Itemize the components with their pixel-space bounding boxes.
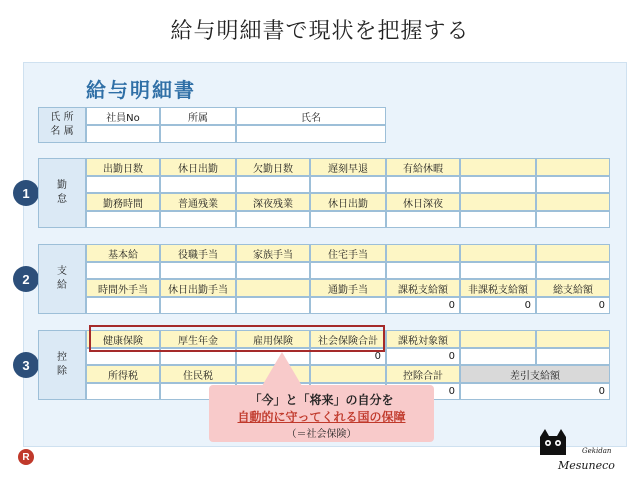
payment-label bbox=[536, 244, 610, 262]
taxable-amount-value: 0 bbox=[386, 348, 460, 365]
cat-icon bbox=[536, 427, 570, 457]
social-insurance-highlight bbox=[89, 325, 385, 352]
section-label-deductions bbox=[38, 330, 86, 400]
pay-slip-title: 給与明細書 bbox=[86, 78, 196, 102]
header-col-name: 氏名 bbox=[236, 107, 386, 125]
brand-name: Mesuneco bbox=[558, 459, 615, 472]
attendance-label: 有給休暇 bbox=[386, 158, 460, 176]
attendance-label bbox=[536, 158, 610, 176]
deduction-label: 健康保険 bbox=[86, 330, 160, 348]
deduction-label: 住民税 bbox=[160, 365, 236, 383]
attendance-label: 普通残業 bbox=[160, 193, 236, 211]
callout-line-3: （＝社会保険） bbox=[286, 429, 357, 440]
payment-value[interactable] bbox=[86, 262, 160, 279]
deduction-label: 控除合計 bbox=[386, 365, 460, 383]
payment-label: 通勤手当 bbox=[310, 279, 386, 297]
header-value-employee-no[interactable] bbox=[86, 125, 160, 143]
non-taxable-pay-value: 0 bbox=[460, 297, 536, 314]
slide-title: 給与明細書で現状を把握する bbox=[170, 19, 470, 44]
payment-label: 非課税支給額 bbox=[460, 279, 536, 297]
payment-value[interactable] bbox=[86, 297, 160, 314]
deduction-label: 所得税 bbox=[86, 365, 160, 383]
brand-sub: Gekidan bbox=[582, 447, 612, 455]
payment-value[interactable] bbox=[386, 262, 460, 279]
payment-label bbox=[236, 279, 310, 297]
attendance-value[interactable] bbox=[386, 176, 460, 193]
deduction-label: 厚生年金 bbox=[160, 330, 236, 348]
section-label-bottom: 給 bbox=[57, 280, 67, 291]
gross-pay-value: 0 bbox=[536, 297, 610, 314]
payment-value[interactable] bbox=[310, 297, 386, 314]
brand-r-logo: R bbox=[18, 449, 34, 465]
attendance-value[interactable] bbox=[236, 176, 310, 193]
payment-label: 役職手当 bbox=[160, 244, 236, 262]
section-label-payments bbox=[38, 244, 86, 314]
payment-label bbox=[386, 244, 460, 262]
social-insurance-total-value: 0 bbox=[310, 348, 386, 365]
callout-line-2: 自動的に守ってくれる国の保障 bbox=[237, 410, 406, 424]
net-pay-value: 0 bbox=[460, 383, 610, 400]
attendance-value[interactable] bbox=[536, 211, 610, 228]
attendance-label: 遅刻早退 bbox=[310, 158, 386, 176]
deduction-label bbox=[460, 330, 536, 348]
attendance-value[interactable] bbox=[536, 176, 610, 193]
attendance-label bbox=[536, 193, 610, 211]
section-label-bottom: 除 bbox=[57, 366, 67, 377]
section-badge-2: 2 bbox=[13, 266, 39, 292]
deduction-label: 社会保険合計 bbox=[310, 330, 386, 348]
attendance-value[interactable] bbox=[310, 176, 386, 193]
social-insurance-callout bbox=[209, 385, 434, 442]
total-deductions-value: 0 bbox=[386, 383, 460, 400]
deduction-label bbox=[536, 330, 610, 348]
payment-value[interactable] bbox=[236, 262, 310, 279]
deduction-value[interactable] bbox=[536, 348, 610, 365]
section-label-top: 支 bbox=[57, 266, 67, 277]
attendance-label: 勤務時間 bbox=[86, 193, 160, 211]
brand-mark bbox=[532, 425, 632, 475]
deduction-label: 雇用保険 bbox=[236, 330, 310, 348]
payment-label: 時間外手当 bbox=[86, 279, 160, 297]
attendance-label: 欠勤日数 bbox=[236, 158, 310, 176]
attendance-label: 休日出勤 bbox=[310, 193, 386, 211]
attendance-value[interactable] bbox=[460, 211, 536, 228]
header-value-department[interactable] bbox=[160, 125, 236, 143]
section-badge-3: 3 bbox=[13, 352, 39, 378]
section-label-attendance bbox=[38, 158, 86, 228]
header-value-name[interactable] bbox=[236, 125, 386, 143]
payment-value[interactable] bbox=[460, 262, 536, 279]
attendance-value[interactable] bbox=[460, 176, 536, 193]
payment-label: 休日出勤手当 bbox=[160, 279, 236, 297]
section-label-bottom: 怠 bbox=[57, 194, 67, 205]
payment-label bbox=[460, 244, 536, 262]
attendance-value[interactable] bbox=[236, 211, 310, 228]
payment-value[interactable] bbox=[536, 262, 610, 279]
section-label-top: 勤 bbox=[57, 180, 67, 191]
attendance-label bbox=[460, 193, 536, 211]
attendance-label: 休日出勤 bbox=[160, 158, 236, 176]
header-col-department: 所属 bbox=[160, 107, 236, 125]
callout-pointer bbox=[262, 352, 302, 386]
deduction-value[interactable] bbox=[460, 348, 536, 365]
payment-label: 基本給 bbox=[86, 244, 160, 262]
attendance-label: 休日深夜 bbox=[386, 193, 460, 211]
payment-value[interactable] bbox=[160, 297, 236, 314]
deduction-label: 課税対象額 bbox=[386, 330, 460, 348]
payment-value[interactable] bbox=[160, 262, 236, 279]
attendance-value[interactable] bbox=[310, 211, 386, 228]
attendance-value[interactable] bbox=[86, 211, 160, 228]
payment-value[interactable] bbox=[310, 262, 386, 279]
section-label-top: 控 bbox=[57, 352, 67, 363]
header-col-employee-no: 社員No bbox=[86, 107, 160, 125]
payment-label: 課税支給額 bbox=[386, 279, 460, 297]
deduction-value[interactable] bbox=[86, 383, 160, 400]
attendance-label: 出勤日数 bbox=[86, 158, 160, 176]
taxable-pay-value: 0 bbox=[386, 297, 460, 314]
attendance-label bbox=[460, 158, 536, 176]
attendance-value[interactable] bbox=[160, 211, 236, 228]
attendance-value[interactable] bbox=[386, 211, 460, 228]
payment-value[interactable] bbox=[236, 297, 310, 314]
payment-label: 住宅手当 bbox=[310, 244, 386, 262]
net-pay-label: 差引支給額 bbox=[460, 365, 610, 383]
header-side-label bbox=[38, 107, 86, 143]
header-side-bottom: 名 属 bbox=[50, 126, 74, 137]
attendance-value[interactable] bbox=[160, 176, 236, 193]
section-badge-1: 1 bbox=[13, 180, 39, 206]
deduction-label bbox=[310, 365, 386, 383]
header-side-top: 氏 所 bbox=[50, 112, 74, 123]
payment-label: 家族手当 bbox=[236, 244, 310, 262]
callout-line-1: 「今」と「将来」の自分を bbox=[249, 393, 394, 407]
payment-label: 総支給額 bbox=[536, 279, 610, 297]
attendance-value[interactable] bbox=[86, 176, 160, 193]
attendance-label: 深夜残業 bbox=[236, 193, 310, 211]
